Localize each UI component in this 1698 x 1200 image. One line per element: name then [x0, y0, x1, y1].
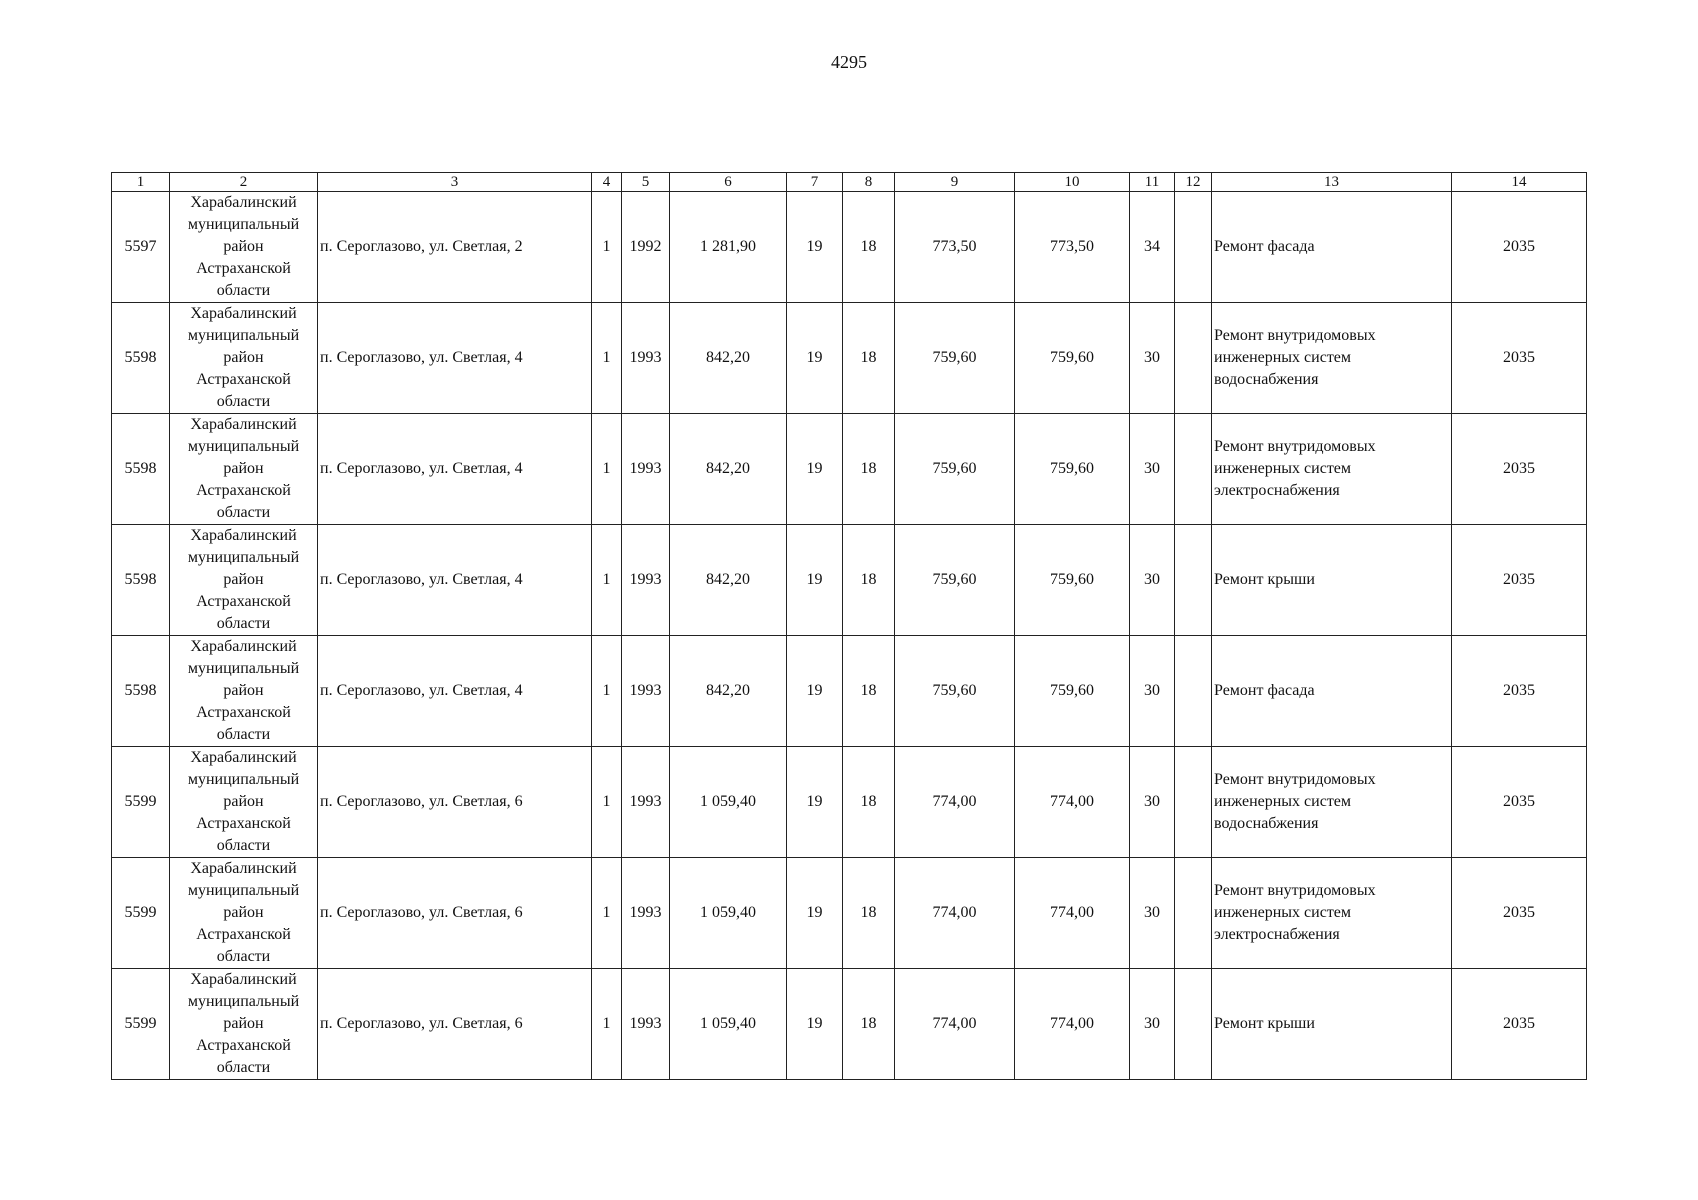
cell-house-id: 5598 — [112, 636, 170, 747]
cell-district — [170, 636, 318, 747]
cell-house-id: 5597 — [112, 192, 170, 303]
cell-col-8: 18 — [843, 858, 895, 969]
cell-district — [170, 303, 318, 414]
cell-col-4: 1 — [592, 969, 622, 1080]
cell-col-7: 19 — [787, 525, 843, 636]
district-line: области — [216, 726, 271, 743]
district-line: район — [223, 793, 264, 810]
cell-area-total: 1 059,40 — [670, 969, 787, 1080]
cell-col-7: 19 — [787, 192, 843, 303]
cell-col-10: 759,60 — [1015, 414, 1130, 525]
cell-address: п. Сероглазово, ул. Светлая, 2 — [318, 192, 592, 303]
district-line: Харабалинский — [190, 971, 297, 988]
cell-col-9: 773,50 — [895, 192, 1015, 303]
district-line: Харабалинский — [190, 305, 297, 322]
cell-col-12 — [1175, 969, 1212, 1080]
cell-house-id: 5598 — [112, 525, 170, 636]
cell-address: п. Сероглазово, ул. Светлая, 4 — [318, 414, 592, 525]
cell-col-8: 18 — [843, 414, 895, 525]
cell-col-4: 1 — [592, 414, 622, 525]
work-type-line: электроснабжения — [1214, 482, 1340, 499]
cell-col-12 — [1175, 858, 1212, 969]
cell-col-7: 19 — [787, 858, 843, 969]
district-line: Астраханской — [196, 482, 291, 499]
cell-year: 1993 — [622, 525, 670, 636]
cell-col-8: 18 — [843, 192, 895, 303]
district-line: Астраханской — [196, 1037, 291, 1054]
cell-work-type — [1212, 636, 1452, 747]
cell-address: п. Сероглазово, ул. Светлая, 4 — [318, 636, 592, 747]
district-line: Астраханской — [196, 704, 291, 721]
column-header: 9 — [895, 173, 1015, 192]
cell-col-7: 19 — [787, 969, 843, 1080]
column-header: 12 — [1175, 173, 1212, 192]
column-header: 10 — [1015, 173, 1130, 192]
work-type-line: Ремонт внутридомовых — [1214, 882, 1376, 899]
district-line: район — [223, 238, 264, 255]
work-type-line: инженерных систем — [1214, 793, 1352, 810]
cell-area-total: 1 059,40 — [670, 858, 787, 969]
cell-year: 1992 — [622, 192, 670, 303]
cell-period: 2035 — [1452, 636, 1587, 747]
cell-period: 2035 — [1452, 192, 1587, 303]
repair-program-table — [111, 172, 1587, 1080]
cell-district — [170, 525, 318, 636]
table-row — [112, 192, 1587, 303]
cell-col-10: 774,00 — [1015, 969, 1130, 1080]
table-row — [112, 414, 1587, 525]
cell-col-8: 18 — [843, 969, 895, 1080]
district-line: области — [216, 282, 271, 299]
district-line: муниципальный — [187, 327, 300, 344]
cell-address: п. Сероглазово, ул. Светлая, 4 — [318, 525, 592, 636]
cell-col-9: 759,60 — [895, 525, 1015, 636]
district-line: муниципальный — [187, 216, 300, 233]
cell-col-4: 1 — [592, 747, 622, 858]
column-header: 5 — [622, 173, 670, 192]
work-type-line: Ремонт крыши — [1214, 571, 1315, 588]
cell-work-type — [1212, 858, 1452, 969]
cell-col-12 — [1175, 525, 1212, 636]
cell-col-10: 774,00 — [1015, 858, 1130, 969]
cell-col-4: 1 — [592, 858, 622, 969]
district-line: район — [223, 460, 264, 477]
table-row — [112, 303, 1587, 414]
cell-col-8: 18 — [843, 747, 895, 858]
cell-house-id: 5599 — [112, 747, 170, 858]
cell-col-4: 1 — [592, 303, 622, 414]
district-line: Астраханской — [196, 593, 291, 610]
district-line: области — [216, 504, 271, 521]
column-header: 7 — [787, 173, 843, 192]
page-number: 4295 — [831, 52, 867, 72]
cell-work-type — [1212, 969, 1452, 1080]
table-row — [112, 636, 1587, 747]
district-line: Астраханской — [196, 815, 291, 832]
district-line: муниципальный — [187, 438, 300, 455]
column-header: 14 — [1452, 173, 1587, 192]
cell-period: 2035 — [1452, 303, 1587, 414]
cell-col-11: 30 — [1130, 636, 1175, 747]
column-header: 1 — [112, 173, 170, 192]
cell-col-9: 774,00 — [895, 969, 1015, 1080]
work-type-line: Ремонт внутридомовых — [1214, 438, 1376, 455]
district-line: Харабалинский — [190, 527, 297, 544]
cell-period: 2035 — [1452, 747, 1587, 858]
district-line: Астраханской — [196, 371, 291, 388]
cell-house-id: 5598 — [112, 303, 170, 414]
cell-period: 2035 — [1452, 525, 1587, 636]
district-line: Астраханской — [196, 926, 291, 943]
cell-year: 1993 — [622, 747, 670, 858]
work-type-line: водоснабжения — [1214, 815, 1319, 832]
cell-district — [170, 414, 318, 525]
cell-col-11: 30 — [1130, 414, 1175, 525]
cell-col-12 — [1175, 636, 1212, 747]
cell-col-4: 1 — [592, 525, 622, 636]
work-type-line: электроснабжения — [1214, 926, 1340, 943]
district-line: район — [223, 682, 264, 699]
district-line: муниципальный — [187, 993, 300, 1010]
table-row — [112, 858, 1587, 969]
cell-house-id: 5599 — [112, 969, 170, 1080]
cell-work-type — [1212, 747, 1452, 858]
cell-area-total: 1 281,90 — [670, 192, 787, 303]
column-header: 3 — [318, 173, 592, 192]
table-row — [112, 969, 1587, 1080]
cell-col-11: 30 — [1130, 525, 1175, 636]
cell-address: п. Сероглазово, ул. Светлая, 6 — [318, 747, 592, 858]
cell-house-id: 5599 — [112, 858, 170, 969]
cell-area-total: 842,20 — [670, 414, 787, 525]
district-line: области — [216, 948, 271, 965]
district-line: район — [223, 571, 264, 588]
cell-col-4: 1 — [592, 636, 622, 747]
column-header: 8 — [843, 173, 895, 192]
cell-area-total: 1 059,40 — [670, 747, 787, 858]
cell-work-type — [1212, 303, 1452, 414]
cell-col-10: 759,60 — [1015, 303, 1130, 414]
cell-year: 1993 — [622, 414, 670, 525]
district-line: области — [216, 393, 271, 410]
cell-col-7: 19 — [787, 414, 843, 525]
district-line: муниципальный — [187, 771, 300, 788]
cell-period: 2035 — [1452, 414, 1587, 525]
district-line: Харабалинский — [190, 860, 297, 877]
cell-year: 1993 — [622, 303, 670, 414]
cell-work-type — [1212, 192, 1452, 303]
work-type-line: Ремонт внутридомовых — [1214, 771, 1376, 788]
cell-district — [170, 192, 318, 303]
work-type-line: Ремонт внутридомовых — [1214, 327, 1376, 344]
cell-col-11: 34 — [1130, 192, 1175, 303]
cell-col-10: 774,00 — [1015, 747, 1130, 858]
district-line: муниципальный — [187, 549, 300, 566]
column-header: 13 — [1212, 173, 1452, 192]
cell-col-7: 19 — [787, 303, 843, 414]
district-line: области — [216, 1059, 271, 1076]
cell-area-total: 842,20 — [670, 525, 787, 636]
work-type-line: Ремонт крыши — [1214, 1015, 1315, 1032]
cell-col-9: 759,60 — [895, 303, 1015, 414]
column-header: 6 — [670, 173, 787, 192]
cell-col-11: 30 — [1130, 858, 1175, 969]
district-line: области — [216, 837, 271, 854]
cell-area-total: 842,20 — [670, 636, 787, 747]
district-line: Харабалинский — [190, 194, 297, 211]
table-body — [112, 192, 1587, 1080]
cell-col-11: 30 — [1130, 303, 1175, 414]
cell-address: п. Сероглазово, ул. Светлая, 6 — [318, 858, 592, 969]
cell-district — [170, 858, 318, 969]
cell-year: 1993 — [622, 636, 670, 747]
cell-district — [170, 969, 318, 1080]
cell-col-10: 759,60 — [1015, 525, 1130, 636]
column-header: 11 — [1130, 173, 1175, 192]
cell-col-12 — [1175, 414, 1212, 525]
cell-col-9: 759,60 — [895, 636, 1015, 747]
cell-work-type — [1212, 525, 1452, 636]
cell-period: 2035 — [1452, 969, 1587, 1080]
table-row — [112, 525, 1587, 636]
district-line: Харабалинский — [190, 416, 297, 433]
district-line: Харабалинский — [190, 638, 297, 655]
cell-col-8: 18 — [843, 303, 895, 414]
work-type-line: инженерных систем — [1214, 349, 1352, 366]
cell-col-8: 18 — [843, 525, 895, 636]
cell-col-4: 1 — [592, 192, 622, 303]
cell-address: п. Сероглазово, ул. Светлая, 6 — [318, 969, 592, 1080]
cell-house-id: 5598 — [112, 414, 170, 525]
cell-col-11: 30 — [1130, 747, 1175, 858]
district-line: муниципальный — [187, 882, 300, 899]
district-line: район — [223, 904, 264, 921]
district-line: район — [223, 349, 264, 366]
cell-area-total: 842,20 — [670, 303, 787, 414]
cell-col-12 — [1175, 303, 1212, 414]
district-line: Астраханской — [196, 260, 291, 277]
district-line: муниципальный — [187, 660, 300, 677]
cell-year: 1993 — [622, 969, 670, 1080]
district-line: области — [216, 615, 271, 632]
cell-col-10: 773,50 — [1015, 192, 1130, 303]
cell-col-9: 774,00 — [895, 747, 1015, 858]
table-row — [112, 747, 1587, 858]
cell-col-11: 30 — [1130, 969, 1175, 1080]
cell-col-12 — [1175, 192, 1212, 303]
work-type-line: Ремонт фасада — [1214, 682, 1315, 699]
district-line: Харабалинский — [190, 749, 297, 766]
cell-col-10: 759,60 — [1015, 636, 1130, 747]
cell-district — [170, 747, 318, 858]
cell-col-9: 774,00 — [895, 858, 1015, 969]
column-header: 2 — [170, 173, 318, 192]
cell-col-7: 19 — [787, 747, 843, 858]
cell-work-type — [1212, 414, 1452, 525]
cell-col-8: 18 — [843, 636, 895, 747]
cell-col-12 — [1175, 747, 1212, 858]
column-number-row — [112, 173, 1587, 192]
column-header: 4 — [592, 173, 622, 192]
work-type-line: водоснабжения — [1214, 371, 1319, 388]
work-type-line: Ремонт фасада — [1214, 238, 1315, 255]
district-line: район — [223, 1015, 264, 1032]
cell-col-7: 19 — [787, 636, 843, 747]
work-type-line: инженерных систем — [1214, 460, 1352, 477]
cell-col-9: 759,60 — [895, 414, 1015, 525]
work-type-line: инженерных систем — [1214, 904, 1352, 921]
cell-address: п. Сероглазово, ул. Светлая, 4 — [318, 303, 592, 414]
cell-period: 2035 — [1452, 858, 1587, 969]
cell-year: 1993 — [622, 858, 670, 969]
